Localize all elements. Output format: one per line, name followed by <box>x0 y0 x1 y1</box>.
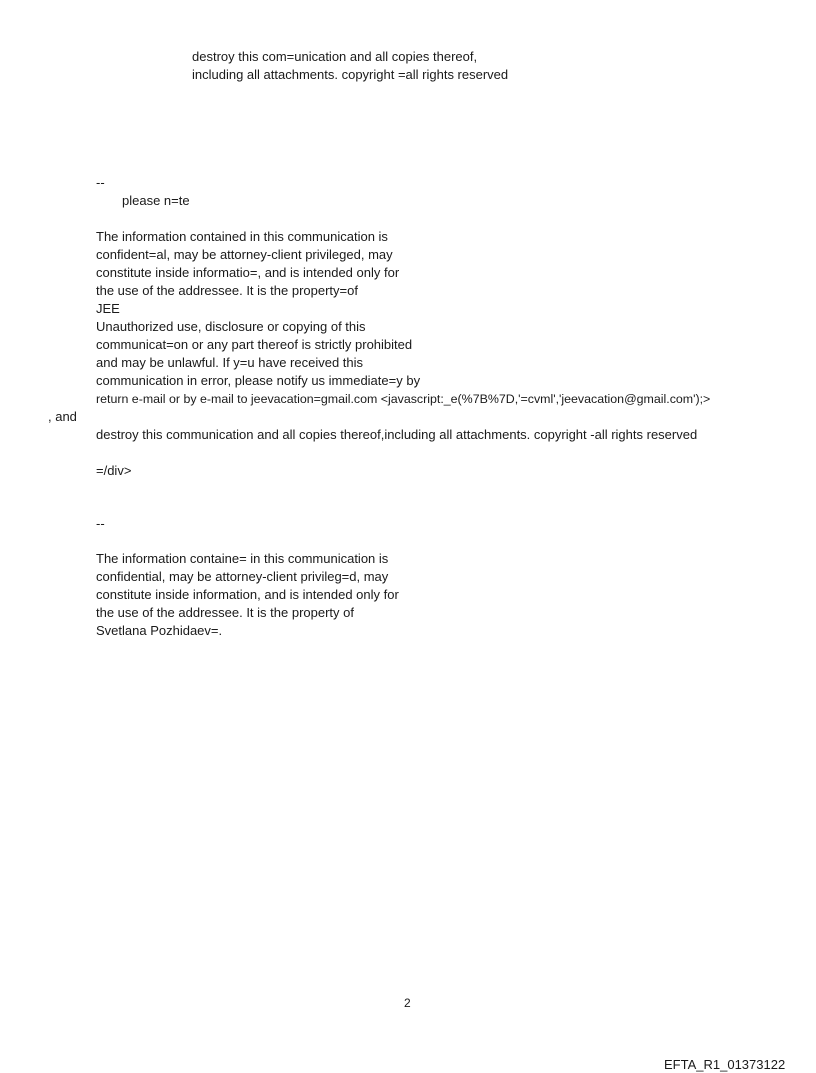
and-line: , and <box>48 409 77 424</box>
disclaimer-line-2: confident=al, may be attorney-client privileged, may <box>96 247 393 262</box>
separator: -- <box>96 175 105 190</box>
disclaimer2-line-1: The information containe= in this communication is <box>96 551 389 566</box>
disclaimer2-line-2: confidential, may be attorney-client privileg=d, may <box>96 569 389 584</box>
top-block-line-1: destroy this com=unication and all copies thereof, <box>192 49 478 64</box>
disclaimer-line-6: Unauthorized use, disclosure or copying of this <box>96 319 366 334</box>
top-block-line-2: including all attachments. copyright =all rights reserved <box>192 67 509 82</box>
document-id: EFTA_R1_01373122 <box>664 1057 786 1072</box>
disclaimer-line-4: the use of the addressee. It is the property=of <box>96 283 358 298</box>
disclaimer-line-9: communication in error, please notify us immediate=y by <box>96 373 421 388</box>
disclaimer-line-10: return e-mail or by e-mail to jeevacation=gmail.com <javascript:_e(%7B%7D,'=cvml','jeevacation@gmail.com');> <box>96 392 711 406</box>
disclaimer2-line-5: Svetlana Pozhidaev=. <box>96 623 223 638</box>
disclaimer2-line-4: the use of the addressee. It is the property of <box>96 605 354 620</box>
disclaimer-line-8: and may be unlawful. If y=u have received this <box>96 355 364 370</box>
disclaimer-line-7: communicat=on or any part thereof is strictly prohibited <box>96 337 413 352</box>
disclaimer-line-1: The information contained in this communication is <box>96 229 388 244</box>
div-close-line: =/div> <box>96 463 132 478</box>
separator: -- <box>96 516 105 531</box>
note-line: please n=te <box>122 193 190 208</box>
disclaimer-line-3: constitute inside informatio=, and is intended only for <box>96 265 400 280</box>
disclaimer2-line-3: constitute inside information, and is intended only for <box>96 587 399 602</box>
destroy-line: destroy this communication and all copies thereof,including all attachments. copyright -all rights reserved <box>96 427 698 442</box>
page-number: 2 <box>404 996 411 1010</box>
disclaimer-line-5: JEE <box>96 301 120 316</box>
